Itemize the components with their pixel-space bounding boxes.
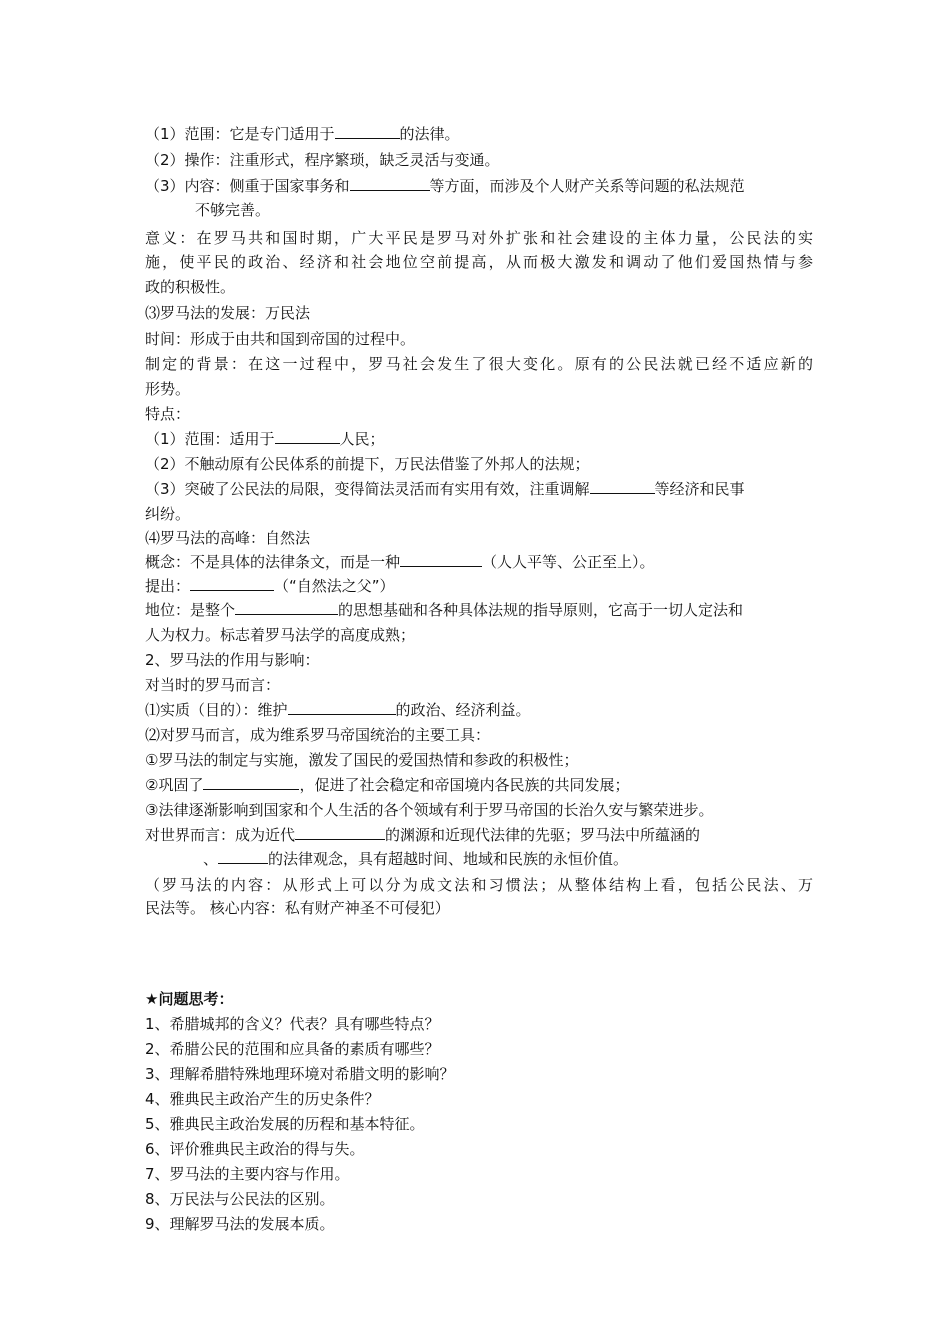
text-line: （2）操作：注重形式，程序繁琐，缺乏灵活与变通。 (145, 151, 500, 169)
text-line: 地位：是整个 的思想基础和各种具体法规的指导原则，它高于一切人定法和 (145, 601, 744, 619)
text-line: 民法等。 核心内容：私有财产神圣不可侵犯） (145, 899, 450, 917)
text-line: 概念：不是具体的法律条文，而是一种 （人人平等、公正至上）。 (145, 553, 655, 571)
text-line: 提出： （“自然法之父”） (145, 577, 395, 595)
question-item: 8、万民法与公民法的区别。 (145, 1190, 335, 1208)
question-item: 4、雅典民主政治产生的历史条件？ (145, 1090, 380, 1108)
fill-blank (295, 825, 385, 840)
fill-blank (203, 775, 299, 790)
fill-blank (190, 576, 274, 591)
question-item: 7、罗马法的主要内容与作用。 (145, 1165, 350, 1183)
fill-blank (235, 600, 338, 615)
text-line: ③法律逐渐影响到国家和个人生活的各个领域有利于罗马帝国的长治久安与繁荣进步。 (145, 801, 714, 819)
text-line: 形势。 (145, 380, 191, 398)
text-line: （罗马法的内容：从形式上可以分为成文法和习惯法；从整体结构上看，包括公民法、万 (145, 876, 813, 894)
text-line: 对世界而言：成为近代 的渊源和近现代法律的先驱；罗马法中所蕴涵的 (145, 826, 701, 844)
text-line: ⑵对罗马而言，成为维系罗马帝国统治的主要工具： (145, 726, 491, 744)
question-item: 1、希腊城邦的含义？代表？具有哪些特点？ (145, 1015, 440, 1033)
question-item: 2、希腊公民的范围和应具备的素质有哪些？ (145, 1040, 440, 1058)
text-line: 特点： (145, 405, 191, 423)
questions-heading: ★问题思考： (145, 990, 234, 1008)
fill-blank (288, 700, 396, 715)
fill-blank (275, 429, 340, 444)
text-line: 人为权力。标志着罗马法学的高度成熟； (145, 626, 416, 644)
fill-blank (218, 849, 268, 864)
text-line: （1）范围：它是专门适用于 的法律。 (145, 125, 460, 143)
text-line: 意义：在罗马共和国时期，广大平民是罗马对外扩张和社会建设的主体力量，公民法的实 (145, 229, 813, 247)
text-line: ②巩固了 ，促进了社会稳定和帝国境内各民族的共同发展； (145, 776, 630, 794)
text-line: 施，使平民的政治、经济和社会地位空前提高，从而极大激发和调动了他们爱国热情与参 (145, 253, 813, 271)
text-line: 制定的背景：在这一过程中，罗马社会发生了很大变化。原有的公民法就已经不适应新的 (145, 355, 813, 373)
question-item: 3、理解希腊特殊地理环境对希腊文明的影响？ (145, 1065, 455, 1083)
text-line: ⑴实质（目的）：维护 的政治、经济利益。 (145, 701, 531, 719)
text-line: （3）内容：侧重于国家事务和 等方面，而涉及个人财产关系等问题的私法规范 (145, 177, 745, 195)
section-heading: ⑶罗马法的发展：万民法 (145, 304, 311, 322)
fill-blank (350, 176, 430, 191)
section-heading: 2、罗马法的作用与影响： (145, 651, 320, 669)
text-line: 纠纷。 (145, 505, 191, 523)
text-line: 、 的法律观念，具有超越时间、地域和民族的永恒价值。 (203, 850, 629, 868)
text-line: （3）突破了公民法的局限，变得简法灵活而有实用有效，注重调解 等经济和民事 (145, 480, 745, 498)
text-line: （2）不触动原有公民体系的前提下，万民法借鉴了外邦人的法规； (145, 455, 590, 473)
text-line: 不够完善。 (195, 201, 271, 219)
fill-blank (335, 124, 400, 139)
fill-blank (400, 552, 482, 567)
question-item: 5、雅典民主政治发展的历程和基本特征。 (145, 1115, 425, 1133)
text-line: 时间：形成于由共和国到帝国的过程中。 (145, 330, 416, 348)
text-line: （1）范围：适用于 人民； (145, 430, 385, 448)
question-item: 9、理解罗马法的发展本质。 (145, 1215, 335, 1233)
text-line: ①罗马法的制定与实施，激发了国民的爱国热情和参政的积极性； (145, 751, 579, 769)
section-heading: ⑷罗马法的高峰：自然法 (145, 529, 311, 547)
question-item: 6、评价雅典民主政治的得与失。 (145, 1140, 365, 1158)
text-line: 对当时的罗马而言： (145, 676, 281, 694)
fill-blank (590, 479, 655, 494)
text-line: 政的积极性。 (145, 278, 236, 296)
